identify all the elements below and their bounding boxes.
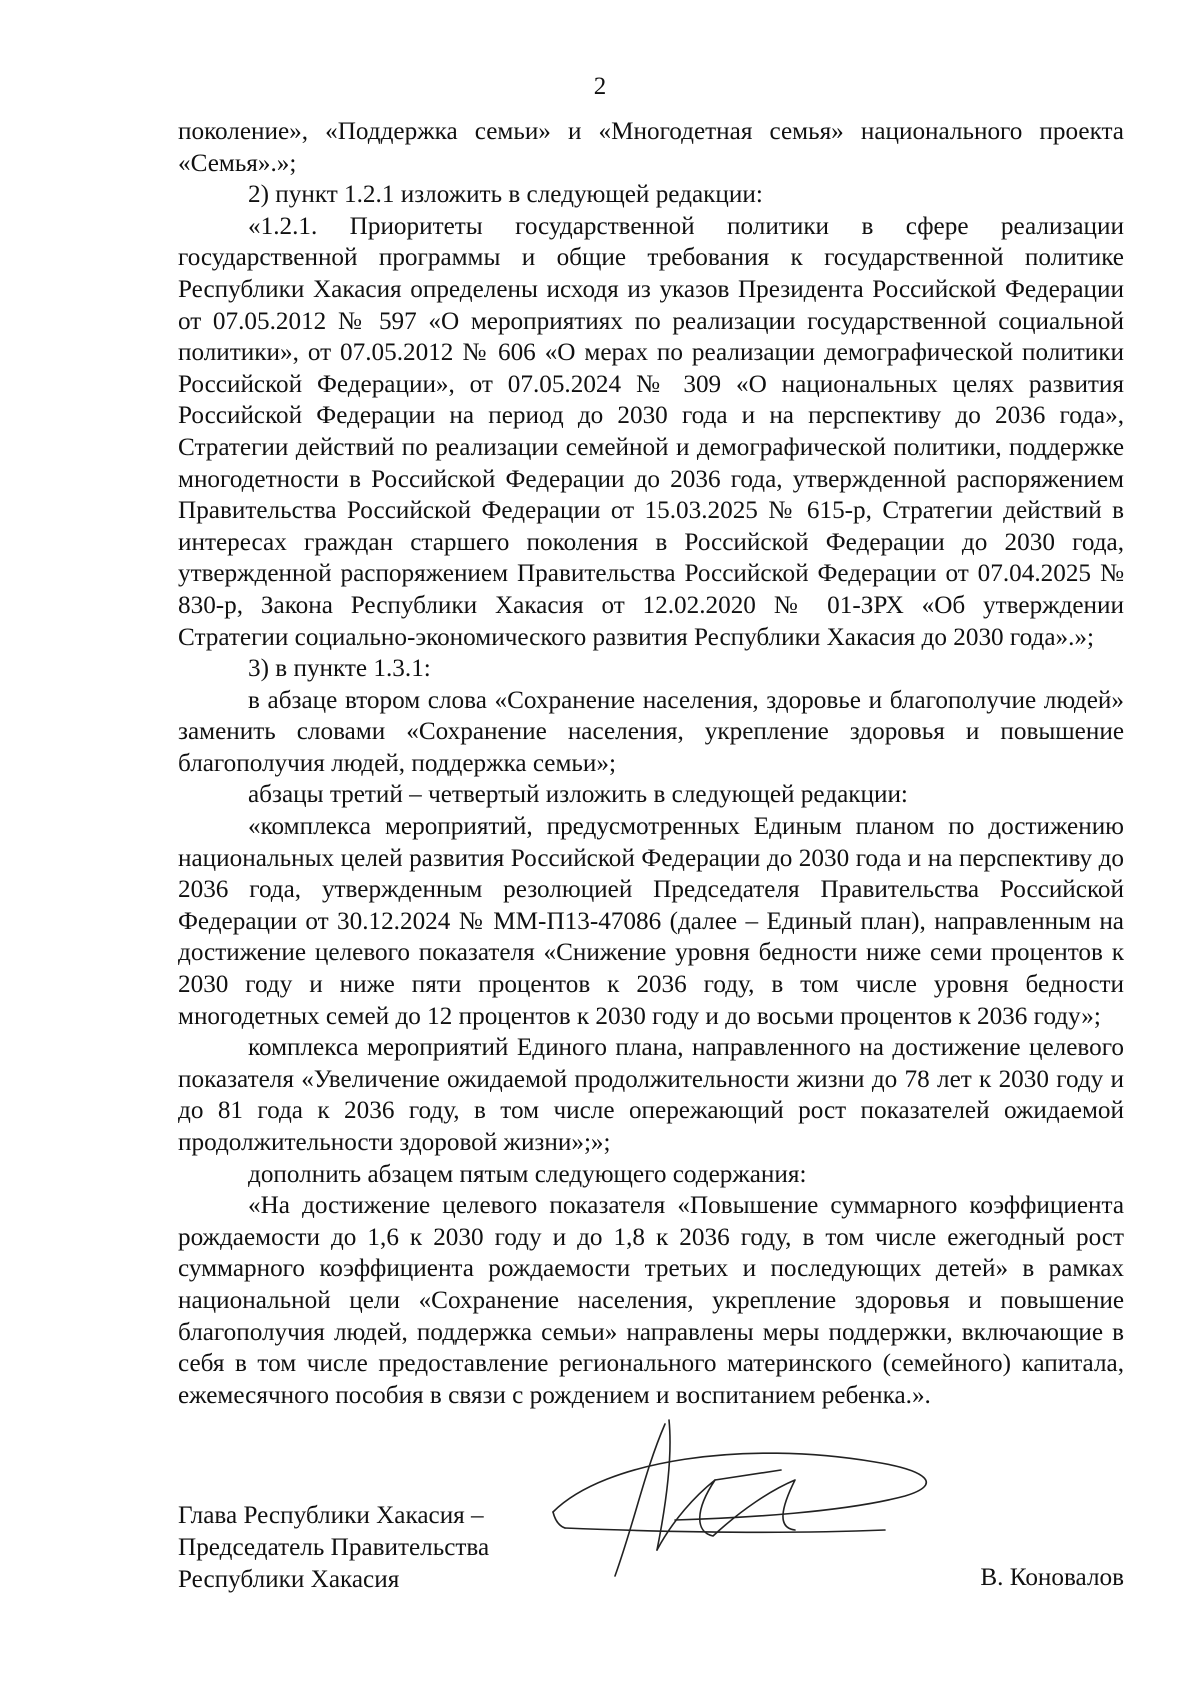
paragraph-clause-1-2-1: «1.2.1. Приоритеты государственной политики в сфере реализации государственной программы и общие требования к государственной политике Республики Хакасия определены исходя из указов Президента Российской Федерации от 07.05.2012 № 597 «О мероприятиях по реализации государственной социальной политики», от 07.05.2012 № 606 «О мерах по реализации демографической политики Российской Федерации», от 07.05.2024 № 309 «О национальных целях развития Российской Федерации на период до 2030 года и на перспективу до 2036 года», Стратегии действий по реализации семейной и демографической политики, поддержке многодетности в Российской Федерации до 2036 года, утвержденной распоряжением Правительства Российской Федерации от 15.03.2025 № 615-р, Стратегии действий в интересах граждан старшего поколения в Российской Федерации до 2030 года, утвержденной распоряжением Правительства Российской Федерации от 07.04.2025 № 830-р, Закона Республики Хакасия от 12.02.2020 № 01-ЗРХ «Об утверждении Стратегии социально-экономического развития Республики Хакасия до 2030 года».»; [178,212,1124,651]
signatory-title-line: Глава Республики Хакасия – [178,1502,484,1529]
signature-block [178,1500,1124,1620]
paragraph-fifth-content: «На достижение целевого показателя «Повышение суммарного коэффициента рождаемости до 1,6 к 2030 году и до 1,8 к 2036 году, в том числе ежегодный рост суммарного коэффициента рождаемости третьих и последующих детей» в рамках национальной цели «Сохранение населения, укрепление здоровья и повышение благополучия людей, поддержка семьи» направлены меры поддержки, включающие в себя в том числе предоставление регионального материнского (семейного) капитала, ежемесячного пособия в связи с рождением и воспитанием ребенка.». [178,1192,1124,1409]
document-body [178,116,1124,1411]
page-number: 2 [593,73,607,100]
paragraph-item-2: 2) пункт 1.2.1 изложить в следующей редакции: [248,181,763,209]
paragraph-complex-measures: «комплекса мероприятий, предусмотренных Единым планом по достижению национальных целей развития Российской Федерации до 2030 года и на перспективу до 2036 года, утвержденным резолюцией Председателя Правительства Российской Федерации от 30.12.2024 № ММ-П13-47086 (далее – Единый план), направленным на достижение целевого показателя «Снижение уровня бедности ниже семи процентов к 2030 году и ниже пяти процентов к 2036 году, в том числе уровня бедности многодетных семей до 12 процентов к 2030 году и до восьми процентов к 2036 году»; [178,813,1124,1030]
paragraph-complex-unified-plan: комплекса мероприятий Единого плана, направленного на достижение целевого показателя «Увеличение ожидаемой продолжительности жизни до 78 лет к 2030 году и до 81 года к 2036 году, в том числе опережающий рост показателей ожидаемой продолжительности здоровой жизни»;»; [178,1034,1124,1156]
paragraph-abzac-third-fourth: абзацы третий – четвертый изложить в следующей редакции: [248,781,908,809]
paragraph-item-3: 3) в пункте 1.3.1: [248,655,431,683]
paragraph-continuation: поколение», «Поддержка семьи» и «Многодетная семья» национального проекта «Семья».»; [178,118,1124,177]
paragraph-add-abzac-fifth: дополнить абзацем пятым следующего содержания: [248,1160,807,1188]
signatory-title [178,1500,578,1596]
signatory-title-line: Республики Хакасия [178,1566,400,1593]
paragraph-abzac-second: в абзаце втором слова «Сохранение населения, здоровье и благополучие людей» заменить словами «Сохранение населения, укрепление здоровья и повышение благополучия людей, поддержка семьи»; [178,686,1124,777]
signatory-name: В. Коновалов [980,1564,1124,1591]
signatory-title-line: Председатель Правительства [178,1534,490,1561]
